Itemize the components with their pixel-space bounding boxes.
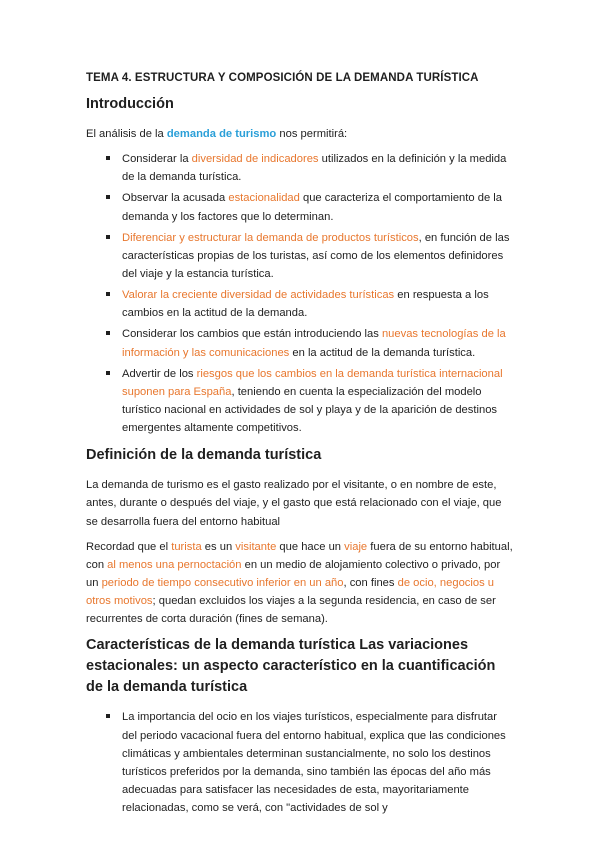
- highlight-text: de ocio, negocios u otros motivos: [86, 576, 495, 608]
- bullet-square-icon: [106, 714, 110, 718]
- highlight-text: diversidad de indicadores: [191, 153, 319, 166]
- bullet-square-icon: [106, 292, 110, 296]
- list-item: Diferenciar y estructurar la demanda de productos turísticos, en función de las características propias de los turistas, así como de los elementos definidores del viaje y la estancia turística.: [86, 229, 514, 283]
- bullet-square-icon: [106, 235, 110, 239]
- bullet-square-icon: [106, 331, 110, 335]
- list-item: Observar la acusada estacionalidad que caracteriza el comportamiento de la demanda y los factores que lo determinan.: [86, 189, 514, 225]
- bullet-square-icon: [106, 156, 110, 160]
- highlight-text: visitante: [235, 540, 277, 553]
- characteristics-bullet-list: [86, 708, 514, 817]
- highlight-text: Diferenciar y estructurar la demanda de productos turísticos: [122, 231, 419, 244]
- highlight-text: al menos una pernoctación: [107, 558, 242, 571]
- list-item: Considerar los cambios que están introduciendo las nuevas tecnologías de la información y las comunicaciones en la actitud de la demanda turística.: [86, 325, 514, 361]
- highlight-text: viaje: [344, 540, 368, 553]
- bullet-square-icon: [106, 371, 110, 375]
- characteristics-heading: Características de la demanda turística Las variaciones estacionales: un aspecto característico en la cuantificación de la demanda turística: [86, 637, 496, 696]
- highlight-demanda-turismo: demanda de turismo: [166, 128, 277, 141]
- highlight-text: turista: [171, 540, 202, 553]
- document-title: TEMA 4. ESTRUCTURA Y COMPOSICIÓN DE LA DEMANDA TURÍSTICA: [86, 72, 479, 84]
- definition-paragraph: La demanda de turismo es el gasto realizado por el visitante, o en nombre de este, antes, durante o después del viaje, y el gasto que está relacionado con el viaje, que se desarrolla fuera del entorno habitual: [86, 479, 502, 528]
- tourist-definition-paragraph: Recordad que el turista es un visitante que hace un viaje fuera de su entorno habitual, con al menos una pernoctación en un medio de alojamiento colectivo o privado, por un periodo de tiempo consecutivo inferior en un año, con fines de ocio, negocios u otros motivos; quedan excluidos los viajes a la segunda residencia, en caso de ser recurrentes de corta duración (fines de semana).: [86, 540, 513, 626]
- highlight-text: periodo de tiempo consecutivo inferior en un año: [101, 576, 344, 589]
- list-item: Considerar la diversidad de indicadores utilizados en la definición y la medida de la demanda turística.: [86, 150, 514, 186]
- intro-heading: Introducción: [86, 96, 174, 112]
- list-item: La importancia del ocio en los viajes turísticos, especialmente para disfrutar del periodo vacacional fuera del entorno habitual, explica que las condiciones climáticas y ambientales determinan sustancialmente, no solo los destinos turísticos preferidos por la demanda, sino también las épocas del año más adecuadas para satisfacer las necesidades de esta, mayoritariamente relacionadas, como se verá, con "actividades de sol y: [86, 708, 514, 817]
- list-item: Advertir de los riesgos que los cambios en la demanda turística internacional suponen para España, teniendo en cuenta la especialización del modelo turístico nacional en actividades de sol y playa y de la aparición de destinos emergentes altamente competitivos.: [86, 365, 514, 438]
- highlight-text: Valorar la creciente diversidad de actividades turísticas: [122, 289, 395, 302]
- intro-lead: El análisis de la demanda de turismo nos permitirá:: [86, 128, 348, 141]
- intro-bullet-list: [86, 150, 514, 437]
- highlight-text: nuevas tecnologías de la información y las comunicaciones: [122, 328, 506, 359]
- highlight-text: riesgos que los cambios en la demanda turística internacional suponen para España: [122, 367, 503, 398]
- highlight-text: estacionalidad: [228, 192, 300, 205]
- bullet-square-icon: [106, 195, 110, 199]
- definition-heading: Definición de la demanda turística: [86, 447, 322, 464]
- list-item: Valorar la creciente diversidad de actividades turísticas en respuesta a los cambios en la actitud de la demanda.: [86, 286, 514, 322]
